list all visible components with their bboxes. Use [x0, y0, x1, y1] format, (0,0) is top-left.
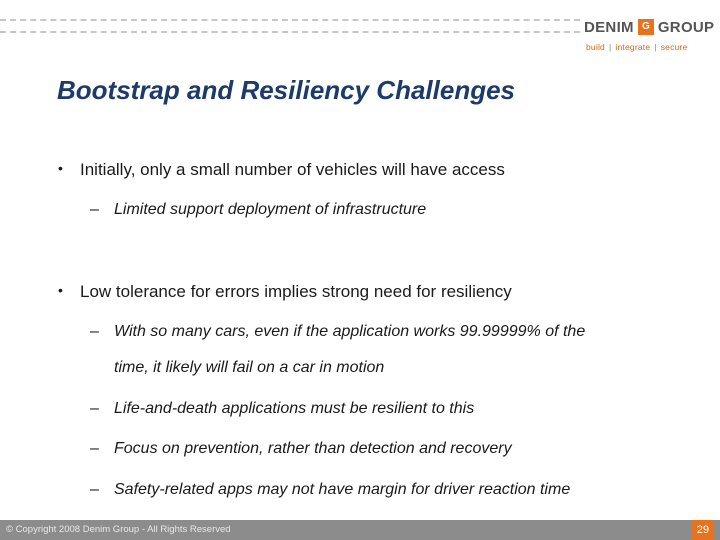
- dash-marker: –: [90, 481, 99, 498]
- tagline-separator: |: [608, 42, 612, 52]
- copyright-text: © Copyright 2008 Denim Group - All Rights Reserved: [6, 524, 231, 535]
- bullet-item: [58, 160, 505, 180]
- dash-marker: –: [90, 201, 99, 218]
- tagline-separator: |: [654, 42, 657, 52]
- page-number: 29: [692, 520, 714, 540]
- bullet-marker: •: [58, 160, 63, 176]
- sub-bullet-text: Safety-related apps may not have margin for driver reaction time: [114, 481, 571, 498]
- logo-word-denim: DENIM: [584, 18, 634, 36]
- dash-marker: –: [90, 323, 99, 340]
- logo-word-group: GROUP: [657, 18, 715, 36]
- slide-footer: [0, 520, 720, 540]
- bullet-text: Initially, only a small number of vehicles will have access: [80, 160, 505, 179]
- sub-bullet-item: [90, 201, 426, 219]
- sub-bullet-item: [90, 481, 570, 499]
- tagline-build: build: [586, 42, 605, 52]
- sub-bullet-item: [90, 440, 512, 458]
- sub-bullet-text: time, it likely will fail on a car in motion: [114, 359, 385, 376]
- sub-bullet-text: Focus on prevention, rather than detection and recovery: [114, 440, 512, 457]
- logo-mark-icon: G: [638, 19, 654, 35]
- tagline-integrate: integrate: [615, 42, 651, 52]
- sub-bullet-item: [90, 400, 474, 418]
- sub-bullet-continuation: [90, 359, 384, 377]
- bullet-marker: •: [58, 282, 63, 298]
- bullet-item: [58, 282, 512, 302]
- sub-bullet-text: With so many cars, even if the application works 99.99999% of the: [114, 323, 586, 340]
- dash-marker: –: [90, 440, 99, 457]
- tagline-secure: secure: [660, 42, 688, 52]
- bullet-text: Low tolerance for errors implies strong need for resiliency: [80, 282, 512, 301]
- sub-bullet-text: Limited support deployment of infrastructure: [114, 201, 427, 218]
- sub-bullet-item: [90, 323, 585, 341]
- sub-bullet-text: Life-and-death applications must be resilient to this: [114, 400, 475, 417]
- slide-title: Bootstrap and Resiliency Challenges: [57, 75, 516, 105]
- dash-marker: –: [90, 400, 99, 417]
